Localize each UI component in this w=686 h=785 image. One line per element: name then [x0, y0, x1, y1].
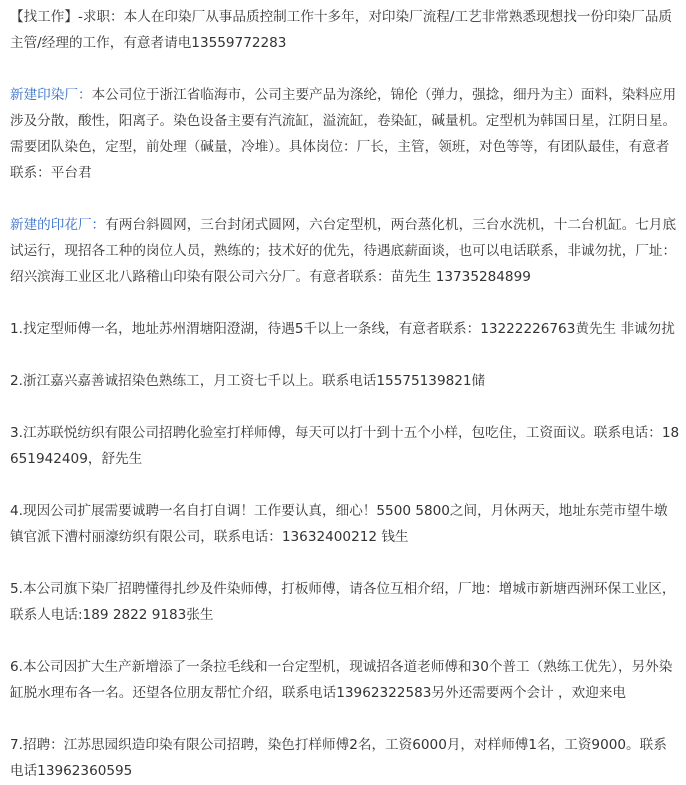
job-listing-item-5: 5.本公司旗下染厂招聘懂得扎纱及件染师傅，打板师傅，请各位互相介绍，厂地：增城市新塘西洲环保工业区，联系人电话:189 2822 9183张生 [10, 581, 676, 623]
new-dye-factory-text: 本公司位于浙江省临海市，公司主要产品为涤纶，锦伦（弹力，强捻，细丹为主）面料，染料应用涉及分散，酸性，阳离子。染色设备主要有汽流缸，溢流缸，卷染缸，碱量机。定型机为韩国日星，江阴日星。需要团队染色，定型，前处理（碱量，冷堆）。具体岗位：厂长，主管，领班，对色等等，有团队最佳，有意者联系：平台君 [10, 87, 677, 181]
job-listing-item-3: 3.江苏联悦纺织有限公司招聘化验室打样师傅，每天可以打十到十五个小样，包吃住，工资面议。联系电话：18651942409，舒先生 [10, 425, 680, 467]
job-listing-item-4: 4.现因公司扩展需要诚聘一名自打自调！工作要认真，细心！5500 5800之间，月休两天，地址东莞市望牛墩镇官派下漕村丽濠纺织有限公司，联系电话：13632400212 钱生 [10, 503, 668, 545]
new-print-factory-heading: 新建的印花厂： [10, 217, 106, 233]
new-print-factory-text: 有两台斜圆网，三台封闭式圆网，六台定型机，两台蒸化机，三台水洗机，十二台机缸。七月底试运行，现招各工种的岗位人员，熟练的；技术好的优先，待遇底薪面谈，也可以电话联系，非诚勿扰，厂址：绍兴滨海工业区北八路稽山印染有限公司六分厂。有意者联系：苗先生 13735284899 [10, 217, 677, 285]
new-dye-factory-heading: 新建印染厂： [10, 87, 92, 103]
job-listing-item-2: 2.浙江嘉兴嘉善诚招染色熟练工，月工资七千以上。联系电话15575139821储 [10, 373, 486, 389]
job-seeking-paragraph [10, 4, 680, 56]
new-dye-factory-paragraph [10, 82, 680, 186]
job-listing-item-7: 7.招聘：江苏思园织造印染有限公司招聘，染色打样师傅2名，工资6000月，对样师傅1名，工资9000。联系电话13962360595 [10, 737, 667, 779]
job-listing-item-6: 6.本公司因扩大生产新增添了一条拉毛线和一台定型机，现诚招各道老师傅和30个普工（熟练工优先），另外染缸脱水理布各一名。还望各位朋友帮忙介绍，联系电话13962322583另外还需要两个会计 ，欢迎来电 [10, 659, 673, 701]
job-seeking-text: -求职：本人在印染厂从事品质控制工作十多年，对印染厂流程/工艺非常熟悉现想找一份印染厂品质主管/经理的工作，有意者请电13559772283 [10, 9, 672, 51]
job-listing-item-1: 1.找定型师傅一名，地址苏州渭塘阳澄湖，待遇5千以上一条线，有意者联系：13222226763黄先生 非诚勿扰 [10, 321, 675, 337]
job-seeking-tag: 【找工作】 [10, 9, 78, 25]
new-print-factory-paragraph [10, 212, 680, 290]
